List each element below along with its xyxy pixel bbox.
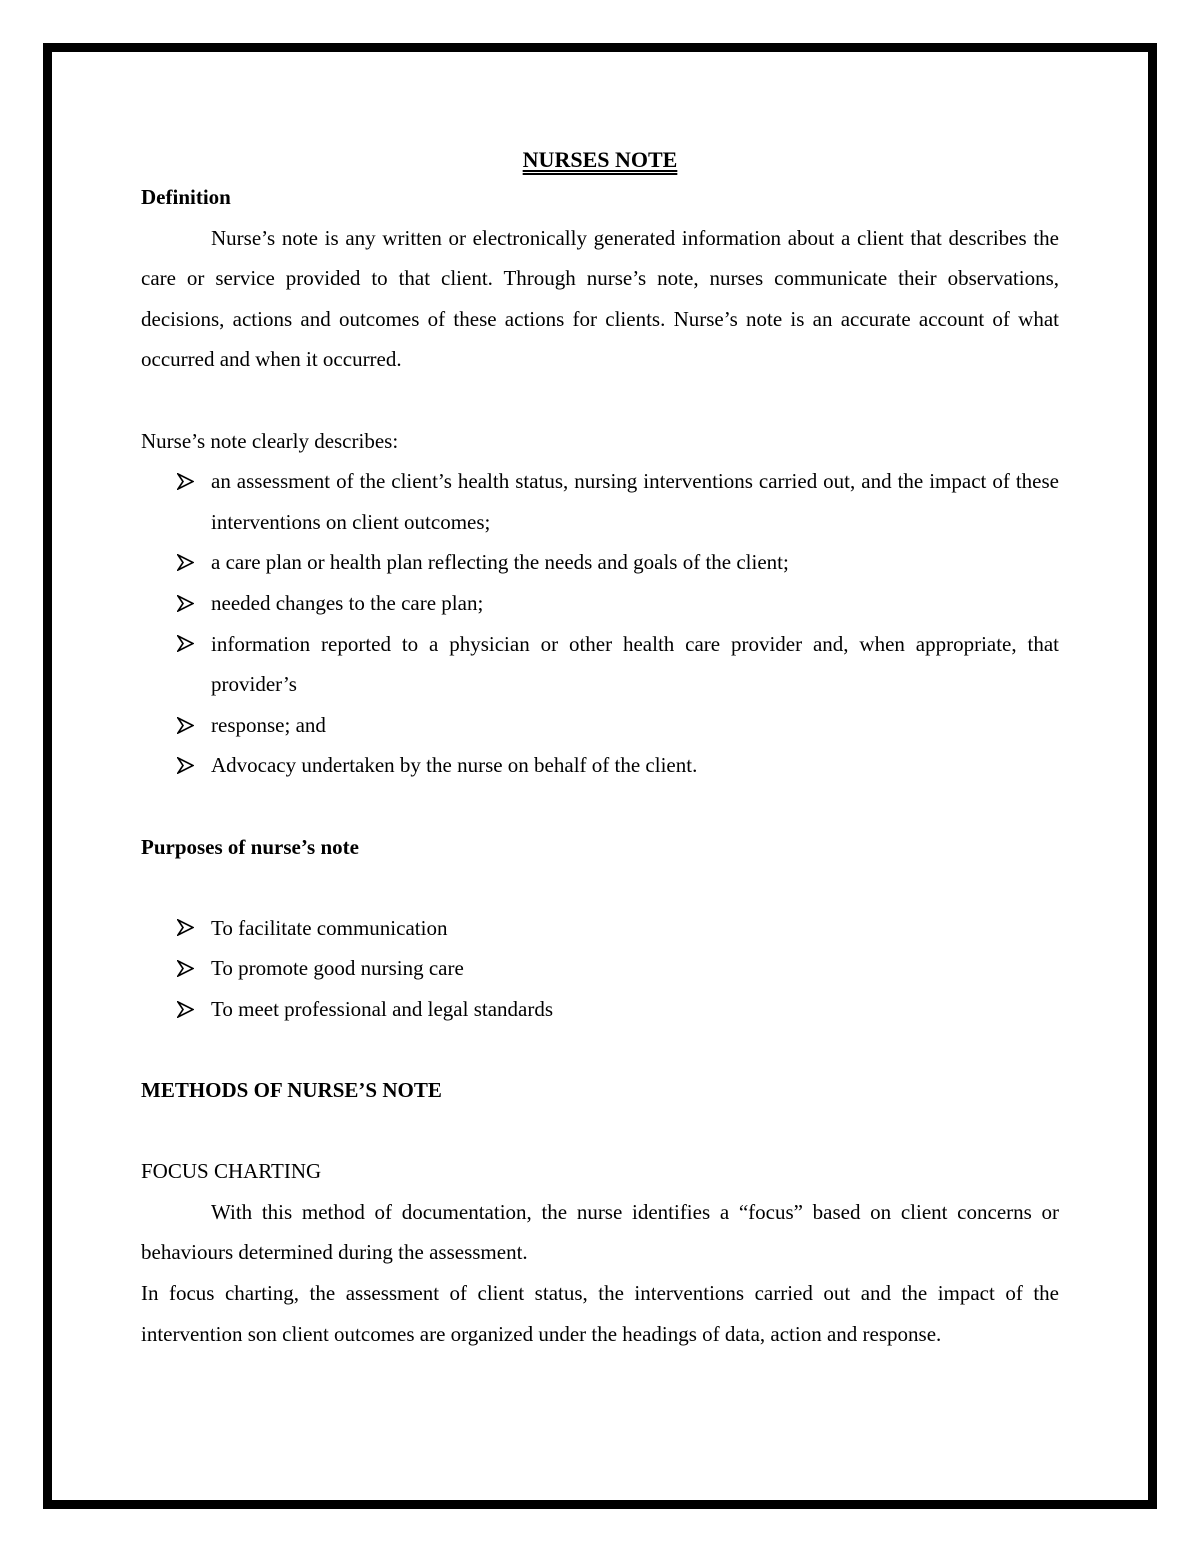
list-item <box>141 908 1059 949</box>
spacer <box>141 1029 1059 1070</box>
list-item-text: information reported to a physician or other health care provider and, when appropriate, that provider’s <box>211 631 1059 697</box>
purposes-heading: Purposes of nurse’s note <box>141 834 359 859</box>
list-item <box>141 745 1059 786</box>
spacer <box>141 380 1059 421</box>
arrow-bullet-icon <box>177 705 197 746</box>
spacer <box>141 1111 1059 1152</box>
list-item-text: To promote good nursing care <box>211 956 464 981</box>
describes-list <box>141 461 1059 786</box>
arrow-bullet-icon <box>177 461 197 502</box>
list-item-text: a care plan or health plan reflecting the needs and goals of the client; <box>211 550 789 575</box>
spacer <box>141 786 1059 827</box>
methods-heading: METHODS OF NURSE’S NOTE <box>141 1078 442 1103</box>
focus-charting-subheading: FOCUS CHARTING <box>141 1159 322 1184</box>
list-item-text: To meet professional and legal standards <box>211 996 554 1021</box>
arrow-bullet-icon <box>177 624 197 665</box>
list-item <box>141 461 1059 542</box>
list-item <box>141 624 1059 705</box>
focus-charting-paragraph-2: In focus charting, the assessment of client status, the interventions carried out and the impact of the intervention son client outcomes are organized under the headings of data, action and response. <box>141 1281 1059 1346</box>
arrow-bullet-icon <box>177 908 197 949</box>
list-item-text: To facilitate communication <box>211 915 448 940</box>
arrow-bullet-icon <box>177 989 197 1030</box>
list-item-text: Advocacy undertaken by the nurse on behalf of the client. <box>211 753 698 778</box>
list-item <box>141 542 1059 583</box>
list-item-text: response; and <box>211 712 326 737</box>
arrow-bullet-icon <box>177 745 197 786</box>
focus-charting-paragraph-1: With this method of documentation, the nurse identifies a “focus” based on client concerns or behaviours determined during the assessment. <box>141 1199 1059 1265</box>
arrow-bullet-icon <box>177 948 197 989</box>
describes-intro: Nurse’s note clearly describes: <box>141 428 399 453</box>
document-body <box>141 143 1059 1354</box>
definition-paragraph: Nurse’s note is any written or electronically generated information about a client that describes the care or service provided to that client. Through nurse’s note, nurses communicate their observations, decisions, actions and outcomes of these actions for clients. Nurse’s note is an accurate account of what occurred and when it occurred. <box>141 225 1059 372</box>
list-item <box>141 705 1059 746</box>
arrow-bullet-icon <box>177 583 197 624</box>
spacer <box>141 867 1059 908</box>
page-title: NURSES NOTE <box>522 147 678 172</box>
list-item <box>141 948 1059 989</box>
list-item-text: an assessment of the client’s health status, nursing interventions carried out, and the impact of these interventions on client outcomes; <box>211 469 1059 534</box>
arrow-bullet-icon <box>177 542 197 583</box>
definition-heading: Definition <box>141 185 231 209</box>
purposes-list <box>141 908 1059 1030</box>
list-item-text: needed changes to the care plan; <box>211 590 484 615</box>
list-item <box>141 583 1059 624</box>
list-item <box>141 989 1059 1030</box>
